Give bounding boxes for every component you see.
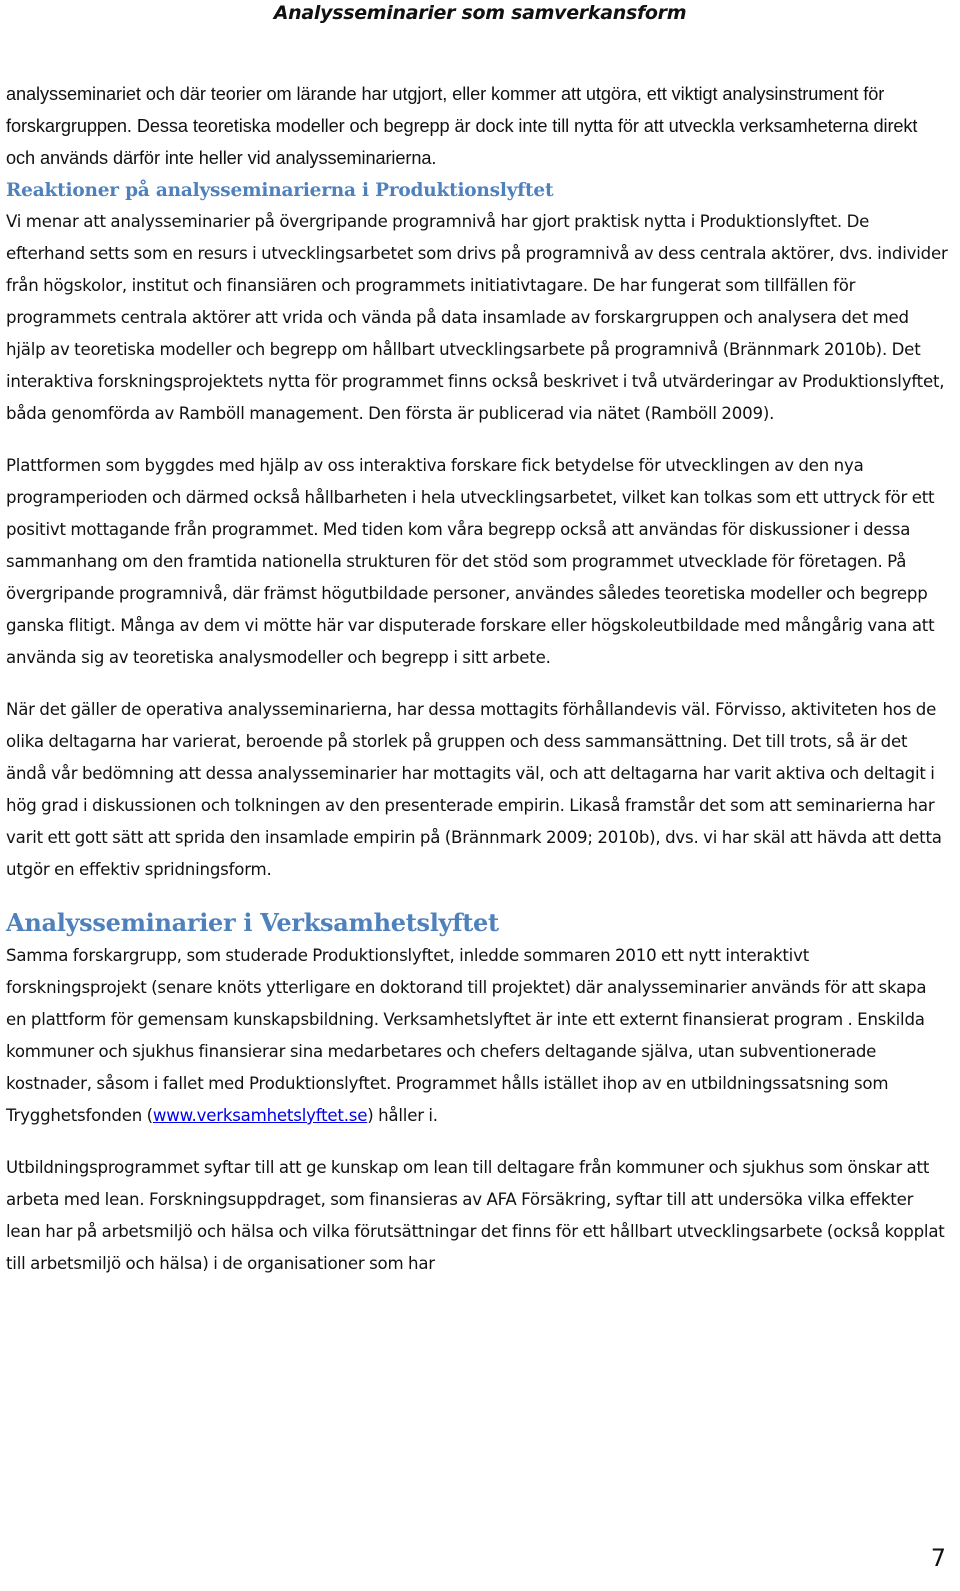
paragraph-plattformen: Plattformen som byggdes med hjälp av oss interaktiva forskare fick betydelse för utvecklingen av den nya programperioden och därmed också hållbarheten i hela utvecklingsarbetet, vilket kan tolkas som ett uttryck för ett positivt mottagande från programmet. Med tiden kom våra begrepp också att användas för diskussioner i dessa sammanhang om den framtida nationella strukturen för det stöd som programmet utvecklade för företagen. På övergripande programnivå, där främst högutbildade personer, användes således teoretiska modeller och begrepp ganska flitigt. Många av dem vi mötte här var disputerade forskare eller högskoleutbildade med mångårig vana att använda sig av teoretiska analysmodeller och begrepp i sitt arbete.	[6, 456, 935, 667]
paragraph-intro: analysseminariet och där teorier om lärande har utgjort, eller kommer att utgöra, ett viktigt analysinstrument för forskargruppen. Dessa teoretiska modeller och begrepp är dock inte till nytta för att utveckla verksamheterna direkt och används därför inte heller vid analysseminarierna.	[6, 84, 918, 168]
document-body	[6, 78, 950, 1280]
section-heading-reaktioner: Reaktioner på analysseminarierna i Produktionslyftet	[6, 180, 554, 201]
page-number: 7	[930, 1544, 946, 1572]
paragraph-gap	[6, 1132, 950, 1152]
paragraph-gap	[6, 430, 950, 450]
paragraph-reaktioner: Vi menar att analysseminarier på övergripande programnivå har gjort praktisk nytta i Produktionslyftet. De efterhand setts som en resurs i utvecklingsarbetet som drivs på programnivå av dess centrala aktörer, dvs. individer från högskolor, institut och finansiären och programmets initiativtagare. De har fungerat som tillfällen för programmets centrala aktörer att vrida och vända på data insamlade av forskargruppen och analysera det med hjälp av teoretiska modeller och begrepp om hållbart utvecklingsarbete på programnivå (Brännmark 2010b). Det interaktiva forskningsprojektets nytta för programmet finns också beskrivet i två utvärderingar av Produktionslyftet, båda genomförda av Ramböll management. Den första är publicerad via nätet (Ramböll 2009).	[6, 212, 948, 423]
paragraph-utbildningsprogrammet: Utbildningsprogrammet syftar till att ge kunskap om lean till deltagare från kommuner och sjukhus som önskar att arbeta med lean. Forskningsuppdraget, som finansieras av AFA Försäkring, syftar till att undersöka vilka effekter lean har på arbetsmiljö och hälsa och vilka förutsättningar det finns för ett hållbart utvecklingsarbete (också kopplat till arbetsmiljö och hälsa) i de organisationer som har	[6, 1158, 945, 1273]
paragraph-text: Samma forskargrupp, som studerade Produktionslyftet, inledde sommaren 2010 ett nytt interaktivt forskningsprojekt (senare knöts ytterligare en doktorand till projektet) där analysseminarier används för att skapa en plattform för gemensam kunskapsbildning. Verksamhetslyftet är inte ett externt finansierat program . Enskilda kommuner och sjukhus finansierar sina medarbetares och chefers deltagande själva, utan subventionerade kostnader, såsom i fallet med Produktionslyftet. Programmet hålls istället ihop av en utbildningssatsning som Trygghetsfonden (	[6, 946, 927, 1125]
paragraph-verksamhetslyftet	[6, 940, 950, 1132]
running-header: Analysseminarier som samverkansform	[273, 2, 687, 24]
chapter-heading-verksamhetslyftet: Analysseminarier i Verksamhetslyftet	[6, 908, 499, 937]
verksamhetslyftet-link[interactable]: www.verksamhetslyftet.se	[152, 1106, 368, 1125]
paragraph-gap	[6, 674, 950, 694]
paragraph-operativa: När det gäller de operativa analysseminarierna, har dessa mottagits förhållandevis väl. Förvisso, aktiviteten hos de olika deltagarna har varierat, beroende på storlek på gruppen och dess sammansättning. Det till trots, så är det ändå vår bedömning att dessa analysseminarier har mottagits väl, och att deltagarna har varit aktiva och deltagit i hög grad i diskussionen och tolkningen av den presenterade empirin. Likaså framstår det som att seminarierna har varit ett gott sätt att sprida den insamlade empirin på (Brännmark 2009; 2010b), dvs. vi har skäl att hävda att detta utgör en effektiv spridningsform.	[6, 700, 942, 879]
paragraph-gap	[6, 886, 950, 906]
paragraph-text: ) håller i.	[367, 1106, 438, 1125]
